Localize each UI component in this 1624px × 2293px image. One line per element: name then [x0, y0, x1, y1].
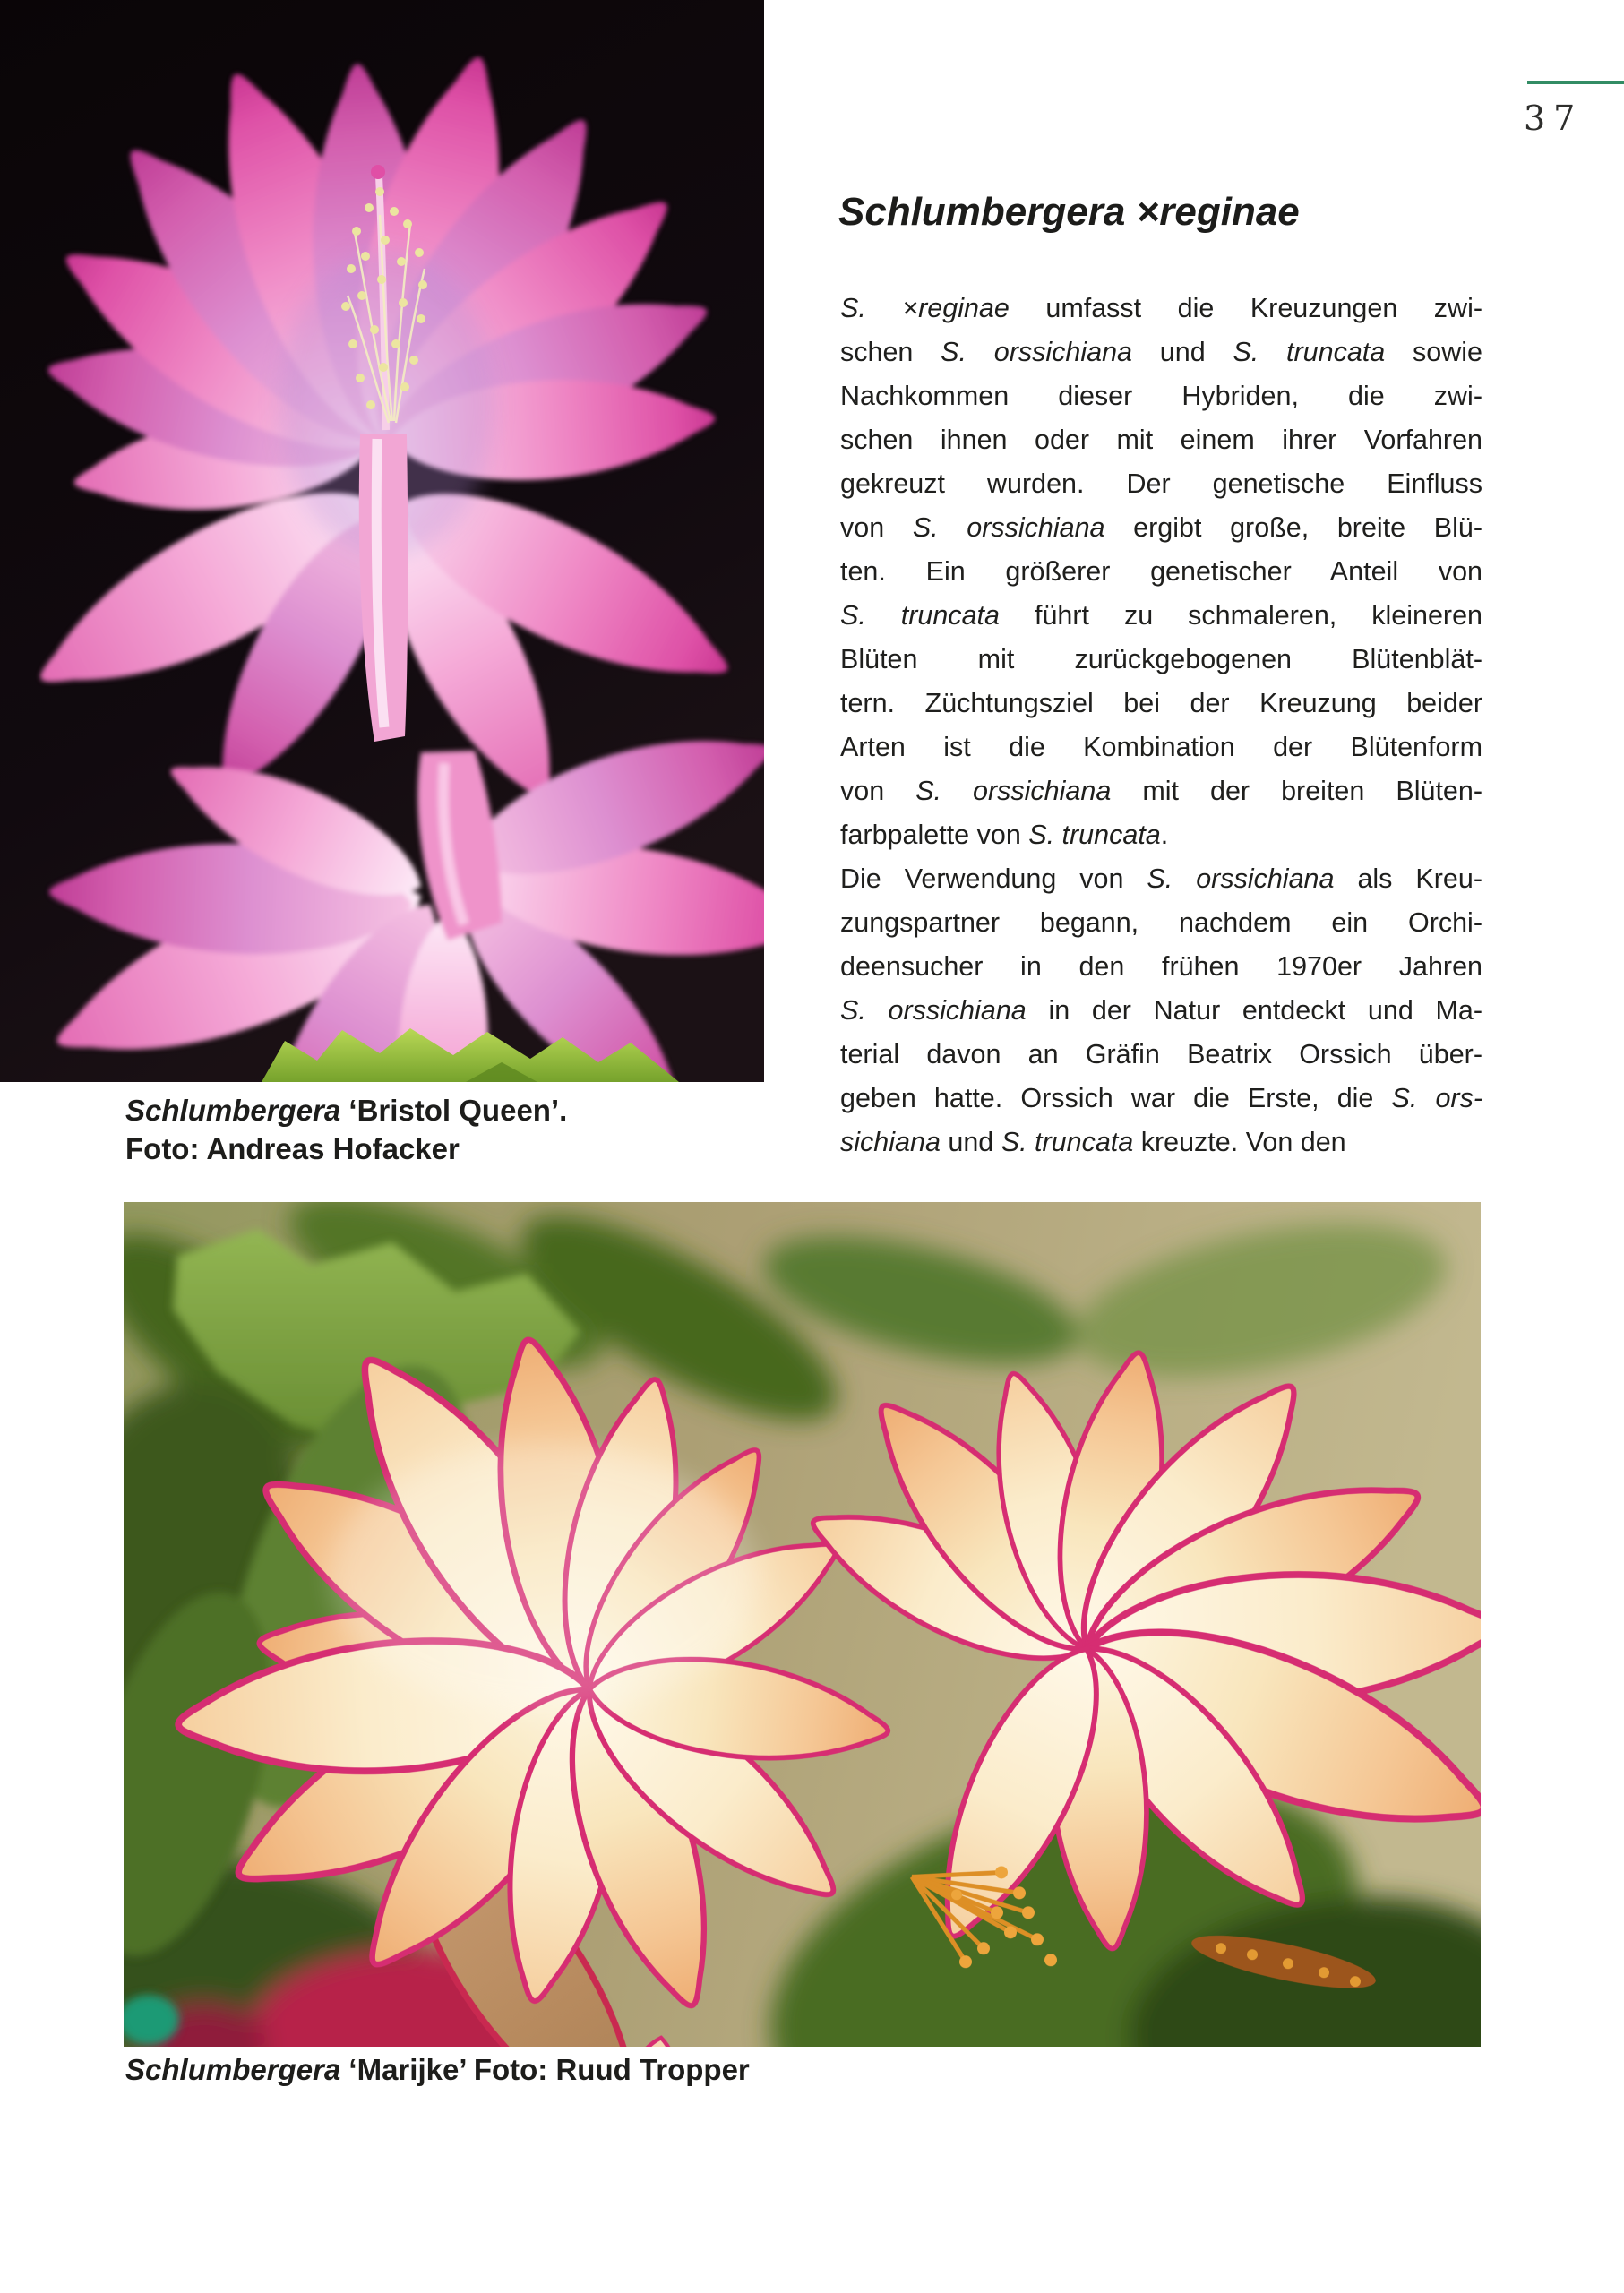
- text: geben hatte. Orssich war die Erste, die: [840, 1083, 1392, 1113]
- body-line: [840, 857, 1482, 901]
- text: gekreuzt wurden. Der genetische Einfluss: [840, 468, 1482, 499]
- italic-text: sichiana: [840, 1127, 941, 1157]
- italic-text: S. truncata: [840, 600, 1000, 631]
- text: Arten ist die Kombination der Blütenform: [840, 732, 1482, 762]
- text: sowie: [1385, 337, 1482, 367]
- caption-line: [125, 1091, 788, 1129]
- body-line: [840, 331, 1482, 374]
- text: Die Verwendung von: [840, 863, 1147, 894]
- text: ‘Bristol Queen’.: [340, 1094, 568, 1127]
- italic-text: S. orssichiana: [915, 776, 1112, 806]
- text: tern. Züchtungsziel bei der Kreuzung beider: [840, 688, 1482, 718]
- text: terial davon an Gräfin Beatrix Orssich über-: [840, 1039, 1482, 1069]
- text: kreuzte. Von den: [1133, 1127, 1346, 1157]
- body-line: [840, 989, 1482, 1033]
- italic-text: S. orssichiana: [912, 512, 1105, 543]
- text: ergibt große, breite Blü-: [1104, 512, 1482, 543]
- text: mit der breiten Blüten-: [1111, 776, 1482, 806]
- body-line: [840, 769, 1482, 813]
- photo-marijke: [124, 1202, 1481, 2047]
- marijke-illustration: [124, 1202, 1481, 2047]
- italic-text: S. ×reginae: [840, 293, 1010, 323]
- text: und: [940, 1127, 1001, 1157]
- text: von: [840, 512, 913, 543]
- text: ten. Ein größerer genetischer Anteil von: [840, 556, 1482, 587]
- text: ‘Marijke’ Foto: Ruud Tropper: [340, 2053, 750, 2086]
- body-line: [840, 462, 1482, 506]
- text: von: [840, 776, 916, 806]
- caption-line: [125, 2050, 1469, 2089]
- bristol-queen-illustration: [0, 0, 764, 1082]
- body-line: [840, 1033, 1482, 1077]
- page-number: 37: [1524, 99, 1584, 138]
- body-line: [840, 594, 1482, 638]
- body-line: [840, 287, 1482, 331]
- body-line: [840, 901, 1482, 945]
- italic-text: S. ors-: [1391, 1083, 1482, 1113]
- photo-caption-bristol: [125, 1091, 788, 1168]
- text: und: [1132, 337, 1233, 367]
- italic-text: S. truncata: [1028, 820, 1161, 850]
- text: deensucher in den frühen 1970er Jahren: [840, 951, 1482, 982]
- text: Foto: Andreas Hofacker: [125, 1132, 460, 1165]
- page-title: Schlumbergera ×reginae: [838, 190, 1300, 234]
- text: Blüten mit zurückgebogenen Blütenblät-: [840, 644, 1482, 674]
- text: farbpalette von: [840, 820, 1029, 850]
- body-line: [840, 418, 1482, 462]
- body-line: [840, 638, 1482, 682]
- text: schen: [840, 337, 941, 367]
- photo-caption-marijke: [125, 2050, 1469, 2089]
- body-line: [840, 726, 1482, 769]
- body-line: [840, 1121, 1482, 1164]
- caption-line: [125, 1129, 788, 1168]
- italic-text: Schlumbergera: [125, 1094, 341, 1127]
- text: führt zu schmaleren, kleineren: [1000, 600, 1482, 631]
- italic-text: S. orssichiana: [941, 337, 1133, 367]
- italic-text: S. orssichiana: [1147, 863, 1335, 894]
- italic-text: Schlumbergera: [125, 2053, 341, 2086]
- italic-text: S. orssichiana: [840, 995, 1027, 1026]
- text: in der Natur entdeckt und Ma-: [1026, 995, 1482, 1026]
- photo-bristol-queen: [0, 0, 764, 1082]
- body-line: [840, 813, 1482, 857]
- folio-rule: [1527, 81, 1624, 84]
- body-line: [840, 374, 1482, 418]
- text: Nachkommen dieser Hybriden, die zwi-: [840, 381, 1482, 411]
- body-line: [840, 945, 1482, 989]
- body-line: [840, 1077, 1482, 1121]
- body-line: [840, 682, 1482, 726]
- text: umfasst die Kreuzungen zwi-: [1009, 293, 1482, 323]
- italic-text: S. truncata: [1233, 337, 1386, 367]
- body-line: [840, 506, 1482, 550]
- text: als Kreu-: [1334, 863, 1482, 894]
- text: zungspartner begann, nachdem ein Orchi-: [840, 907, 1482, 938]
- text: .: [1160, 820, 1169, 850]
- italic-text: S. truncata: [1001, 1127, 1134, 1157]
- body-line: [840, 550, 1482, 594]
- body-text: [840, 287, 1482, 1164]
- text: schen ihnen oder mit einem ihrer Vorfahren: [840, 425, 1482, 455]
